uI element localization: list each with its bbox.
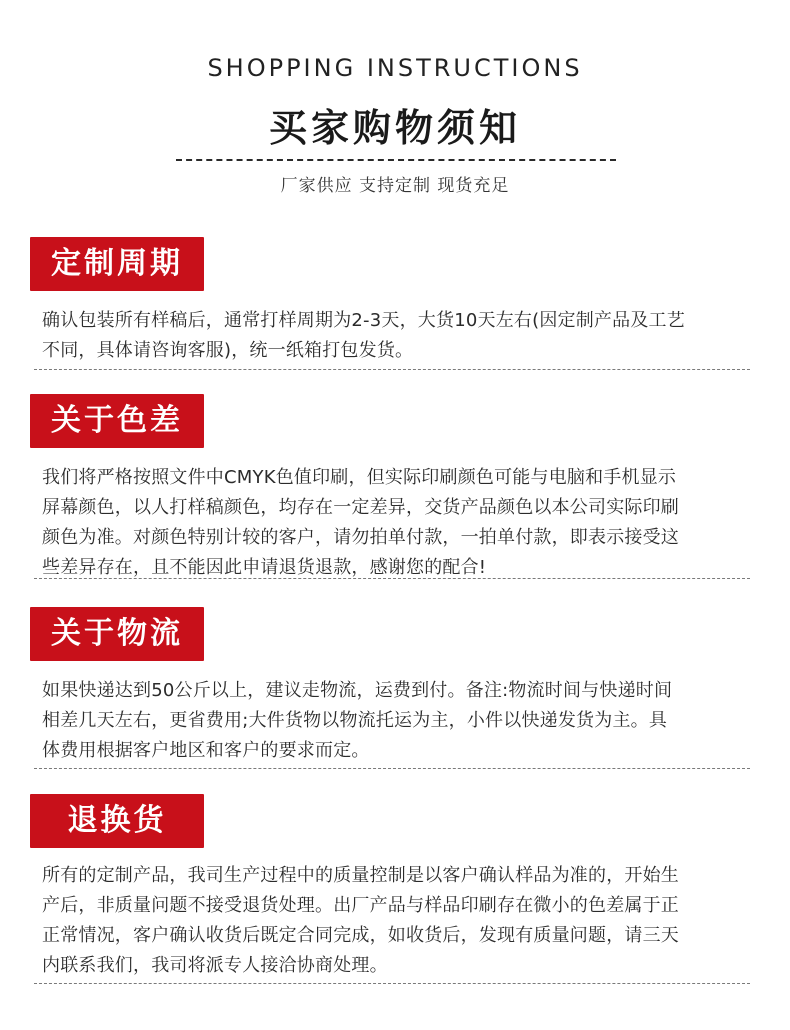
body-line: 内联系我们，我司将派专人接洽协商处理。 [42, 955, 388, 976]
body-line: 确认包装所有样稿后，通常打样周期为2-3天，大货10天左右(因定制产品及工艺 [42, 310, 685, 331]
section-body [42, 861, 754, 981]
body-line: 如果快递达到50公斤以上，建议走物流，运费到付。备注:物流时间与快递时间 [42, 680, 673, 701]
body-line: 所有的定制产品，我司生产过程中的质量控制是以客户确认样品为准的，开始生 [42, 865, 679, 886]
section-logistics [0, 607, 790, 772]
subtitle: 厂家供应 支持定制 现货充足 [280, 176, 510, 196]
page-header [0, 0, 790, 205]
body-line: 颜色为准。对颜色特别计较的客户，请勿拍单付款，一拍单付款，即表示接受这 [42, 527, 679, 548]
body-line: 我们将严格按照文件中CMYK色值印刷，但实际印刷颜色可能与电脑和手机显示 [42, 467, 677, 488]
section-custom-cycle [0, 237, 790, 377]
section-tag [30, 607, 204, 661]
section-tag [30, 237, 204, 291]
body-line: 相差几天左右，更省费用;大件货物以物流托运为主，小件以快递发货为主。具 [42, 710, 668, 731]
section-separator [34, 768, 750, 769]
section-title: 退换货 [67, 803, 167, 838]
body-line: 屏幕颜色，以人打样稿颜色，均存在一定差异，交货产品颜色以本公司实际印刷 [42, 497, 679, 518]
body-line: 不同，具体请咨询客服)，统一纸箱打包发货。 [42, 340, 414, 361]
section-tag [30, 794, 204, 848]
body-line: 正常情况，客户确认收货后既定合同完成，如收货后，发现有质量问题，请三天 [42, 925, 679, 946]
chinese-title: 买家购物须知 [268, 106, 521, 150]
section-color-difference [0, 394, 790, 584]
section-body [42, 463, 754, 583]
section-body [42, 676, 754, 766]
section-returns [0, 794, 790, 994]
section-tag [30, 394, 204, 448]
section-title: 定制周期 [51, 246, 183, 281]
section-separator [34, 369, 750, 370]
section-body [42, 306, 754, 366]
section-separator [34, 578, 750, 579]
body-line: 些差异存在，且不能因此申请退货退款，感谢您的配合! [42, 557, 487, 578]
english-title: SHOPPING INSTRUCTIONS [207, 54, 583, 82]
body-line: 产后，非质量问题不接受退货处理。出厂产品与样品印刷存在微小的色差属于正 [42, 895, 679, 916]
section-title: 关于物流 [51, 616, 183, 651]
section-title: 关于色差 [51, 403, 183, 438]
body-line: 体费用根据客户地区和客户的要求而定。 [42, 740, 370, 761]
title-divider [176, 159, 616, 161]
section-separator [34, 983, 750, 984]
